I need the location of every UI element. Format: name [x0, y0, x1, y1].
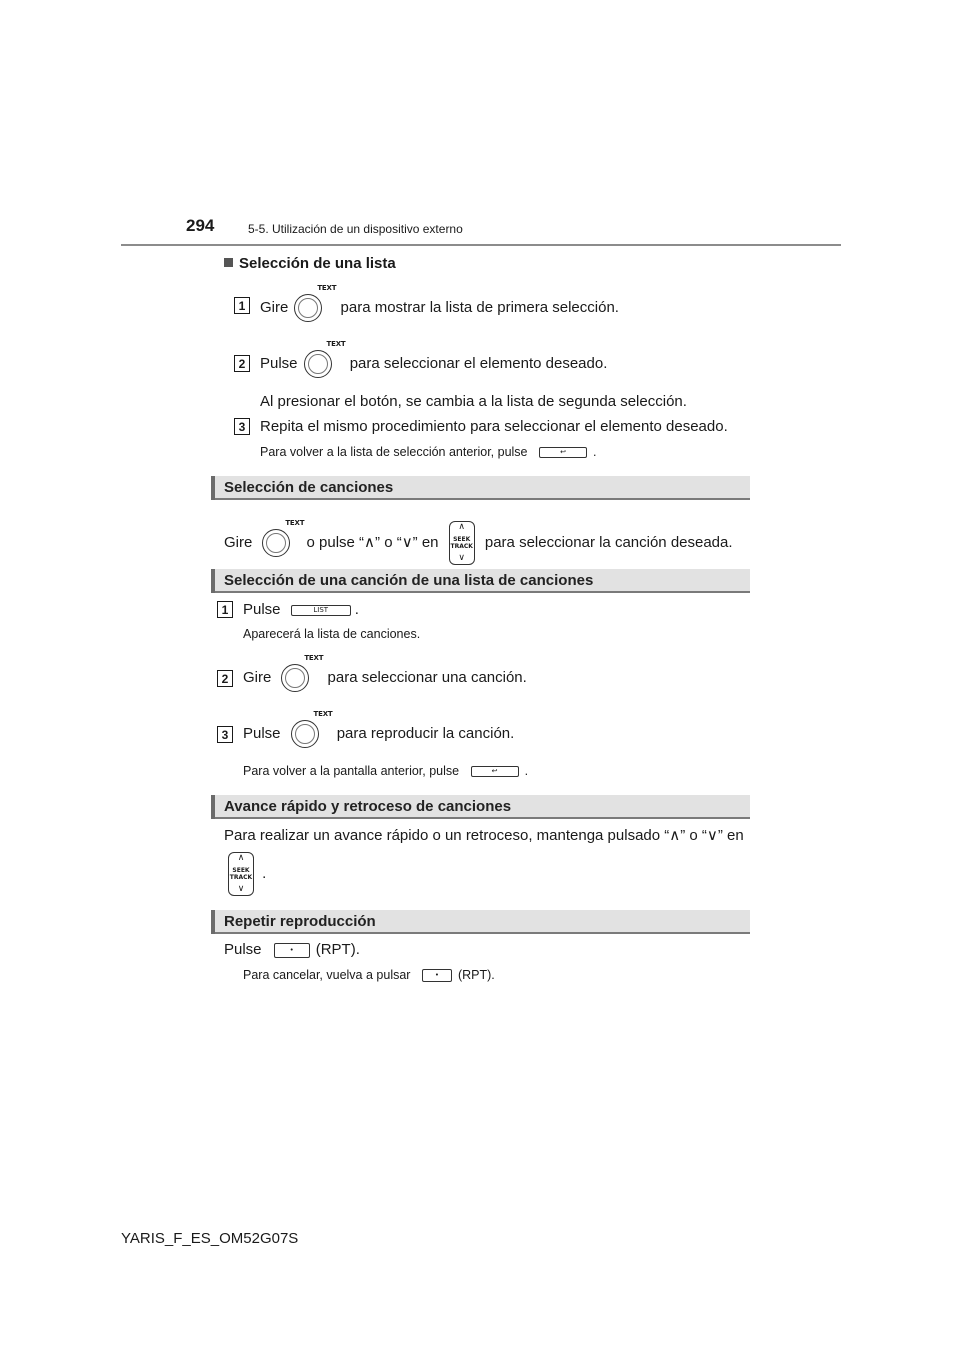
section-bar-repeat [211, 910, 750, 934]
seek-track-label [229, 867, 253, 881]
tune-knob-icon [291, 710, 333, 748]
step-text-post: para reproducir la canción. [336, 724, 515, 742]
section-bar-accent [211, 795, 215, 819]
tune-knob-icon [294, 284, 337, 322]
song-list-step-1-note: Aparecerá la lista de canciones. [243, 627, 421, 641]
knob-label: TEXT [317, 284, 337, 292]
section-bar-accent [211, 910, 215, 934]
step-text-post: . [354, 601, 359, 618]
page-number: 294 [186, 216, 215, 235]
section-bar-label: Avance rápido y retroceso de canciones [224, 798, 512, 815]
note-text-pre: Para volver a la pantalla anterior, pulse [243, 764, 460, 778]
down-arrow-icon: ∨ [237, 884, 245, 894]
song-list-step-3-text [243, 710, 515, 748]
text-pre: Gire [224, 533, 253, 551]
tune-knob-icon [262, 519, 305, 557]
step-text-post: para seleccionar el elemento deseado. [349, 354, 608, 372]
song-list-step-1-text [243, 601, 359, 618]
seek-track-label [450, 536, 474, 550]
note-text-pre: Para cancelar, vuelva a pulsar [243, 968, 411, 982]
header-divider [121, 244, 841, 246]
text-post: . [262, 864, 267, 882]
up-arrow-icon: ∧ [458, 522, 465, 532]
song-selection-text [224, 521, 733, 565]
step-text-pre: Pulse [243, 601, 281, 618]
down-arrow-icon: ∨ [458, 553, 465, 563]
track-label: TRACK [229, 874, 253, 881]
step-text-pre: Gire [260, 298, 289, 316]
document-code: YARIS_F_ES_OM52G07S [121, 1230, 299, 1247]
text-mid: o pulse “∧” o “∨” en [306, 533, 439, 551]
step-text-post: para seleccionar una canción. [327, 668, 527, 686]
step-number-3: 3 [234, 418, 250, 435]
step-text-pre: Gire [243, 668, 272, 686]
knob-label: TEXT [326, 340, 346, 348]
note-text-post: . [524, 764, 529, 778]
step-number-2: 2 [234, 355, 250, 372]
note-text-post: . [593, 445, 597, 459]
text-post: (RPT). [315, 941, 360, 958]
section-bar-song-from-list [211, 569, 750, 593]
heading-label: Selección de una lista [239, 255, 396, 272]
text-pre: Pulse [224, 941, 262, 958]
list-button-icon: LIST [291, 605, 351, 616]
list-selection-note [260, 445, 596, 459]
seek-track-button-icon [228, 852, 254, 896]
section-heading-list-selection [224, 255, 396, 272]
step-number-2: 2 [217, 670, 233, 687]
step-2-extra-text: Al presionar el botón, se cambia a la lista de segunda selección. [260, 393, 687, 410]
step-text-pre: Pulse [260, 354, 298, 372]
step-2-text [260, 340, 608, 378]
seek-track-button-icon [449, 521, 475, 565]
step-1-text [260, 284, 619, 322]
section-bar-accent [211, 476, 215, 500]
note-text-post: (RPT). [457, 968, 495, 982]
section-bar-label: Selección de una canción de una lista de canciones [224, 572, 594, 589]
knob-label: TEXT [304, 654, 324, 662]
section-bar-label: Selección de canciones [224, 479, 394, 496]
knob-label: TEXT [285, 519, 305, 527]
knob-label: TEXT [313, 710, 333, 718]
tune-knob-icon [281, 654, 324, 692]
section-bar-fast-forward [211, 795, 750, 819]
step-text-post: para mostrar la lista de primera selección. [340, 298, 619, 316]
up-arrow-icon: ∧ [237, 853, 245, 863]
rpt-button-icon: • [274, 943, 310, 958]
square-bullet-icon [224, 258, 233, 267]
rpt-button-icon: • [422, 969, 452, 982]
tune-knob-icon [304, 340, 346, 378]
repeat-note [243, 968, 495, 982]
back-button-icon: ↩ [539, 447, 587, 458]
section-bar-label: Repetir reproducción [224, 913, 376, 930]
step-3-text: Repita el mismo procedimiento para seleccionar el elemento deseado. [260, 418, 728, 435]
note-text-pre: Para volver a la lista de selección anterior, pulse [260, 445, 528, 459]
seek-label: SEEK [232, 867, 250, 874]
song-list-note [243, 764, 528, 778]
step-text-pre: Pulse [243, 724, 281, 742]
step-number-3: 3 [217, 726, 233, 743]
section-bar-accent [211, 569, 215, 593]
text-post: para seleccionar la canción deseada. [484, 533, 733, 551]
back-button-icon: ↩ [471, 766, 519, 777]
chapter-title: 5-5. Utilización de un dispositivo externo [248, 222, 463, 236]
song-list-step-2-text [243, 654, 527, 692]
seek-label: SEEK [453, 536, 471, 543]
step-number-1: 1 [234, 297, 250, 314]
track-label: TRACK [450, 543, 473, 550]
fast-forward-button-line [228, 852, 266, 896]
repeat-text [224, 941, 360, 958]
step-number-1: 1 [217, 601, 233, 618]
fast-forward-text: Para realizar un avance rápido o un retroceso, mantenga pulsado “∧” o “∨” en [224, 827, 744, 844]
section-bar-song-selection [211, 476, 750, 500]
